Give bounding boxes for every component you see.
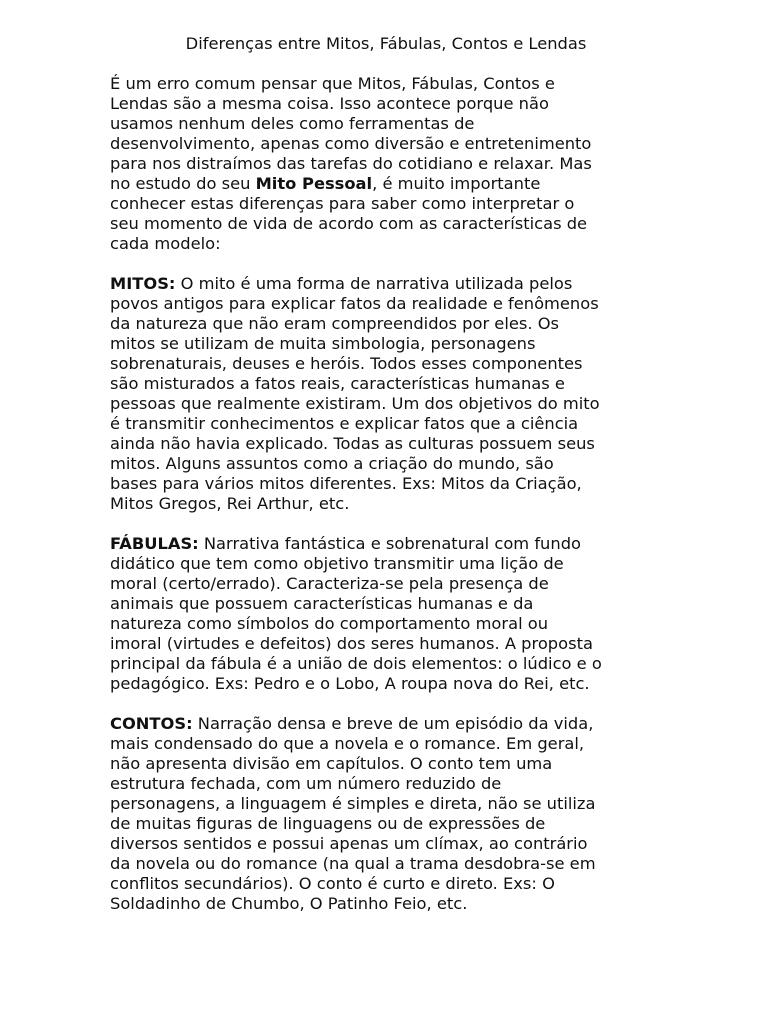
text-segment: mitos. Alguns assuntos como a criação do mundo, são: [110, 454, 554, 473]
text-line: [110, 814, 662, 834]
text-line: [110, 294, 662, 314]
text-segment: usamos nenhum deles como ferramentas de: [110, 114, 475, 133]
text-line: [110, 354, 662, 374]
text-segment: de muitas figuras de linguagens ou de expressões de: [110, 814, 546, 833]
text-segment: Mitos Gregos, Rei Arthur, etc.: [110, 494, 350, 513]
text-line: [110, 534, 662, 554]
text-segment: diversos sentidos e possui apenas um clímax, ao contrário: [110, 834, 588, 853]
bold-text: MITOS:: [110, 274, 176, 293]
bold-text: Mito Pessoal: [255, 174, 373, 193]
text-line: [110, 194, 662, 214]
text-line: [110, 894, 662, 914]
text-line: [110, 334, 662, 354]
text-segment: desenvolvimento, apenas como diversão e entretenimento: [110, 134, 592, 153]
text-segment: é transmitir conhecimentos e explicar fatos que a ciência: [110, 414, 579, 433]
text-segment: sobrenaturais, deuses e heróis. Todos esses componentes: [110, 354, 583, 373]
text-line: [110, 574, 662, 594]
text-segment: É um erro comum pensar que Mitos, Fábulas, Contos e: [110, 74, 555, 93]
text-line: [110, 434, 662, 454]
bold-text: FÁBULAS:: [110, 534, 199, 553]
text-line: [110, 494, 662, 514]
text-line: [110, 214, 662, 234]
text-line: [110, 674, 662, 694]
text-line: [110, 394, 662, 414]
text-segment: O mito é uma forma de narrativa utilizada pelos: [175, 274, 573, 293]
document-title: Diferenças entre Mitos, Fábulas, Contos e Lendas: [185, 34, 587, 53]
text-line: [110, 874, 662, 894]
text-line: [110, 614, 662, 634]
text-segment: mais condensado do que a novela e o romance. Em geral,: [110, 734, 585, 753]
text-segment: imoral (virtudes e defeitos) dos seres humanos. A proposta: [110, 634, 593, 653]
text-line: [110, 474, 662, 494]
text-line: [110, 734, 662, 754]
text-segment: não apresenta divisão em capítulos. O conto tem uma: [110, 754, 553, 773]
text-segment: conhecer estas diferenças para saber como interpretar o: [110, 194, 575, 213]
text-line: [110, 794, 662, 814]
text-line: [110, 154, 662, 174]
paragraph-mitos: [110, 274, 662, 514]
text-line: [110, 274, 662, 294]
paragraph-contos: [110, 714, 662, 914]
text-segment: povos antigos para explicar fatos da realidade e fenômenos: [110, 294, 599, 313]
text-segment: pedagógico. Exs: Pedro e o Lobo, A roupa nova do Rei, etc.: [110, 674, 590, 693]
text-line: [110, 414, 662, 434]
text-line: [110, 634, 662, 654]
bold-text: CONTOS:: [110, 714, 193, 733]
text-segment: são misturados a fatos reais, características humanas e: [110, 374, 565, 393]
text-line: [110, 554, 662, 574]
text-segment: bases para vários mitos diferentes. Exs: Mitos da Criação,: [110, 474, 582, 493]
text-segment: no estudo do seu: [110, 174, 256, 193]
text-line: [110, 654, 662, 674]
text-line: [110, 374, 662, 394]
text-line: [110, 114, 662, 134]
text-segment: seu momento de vida de acordo com as características de: [110, 214, 588, 233]
text-segment: Narrativa fantástica e sobrenatural com fundo: [198, 534, 581, 553]
text-segment: natureza como símbolos do comportamento moral ou: [110, 614, 549, 633]
text-line: [110, 134, 662, 154]
text-line: [110, 314, 662, 334]
text-segment: estrutura fechada, com um número reduzido de: [110, 774, 502, 793]
text-segment: Lendas são a mesma coisa. Isso acontece porque não: [110, 94, 549, 113]
text-segment: da novela ou do romance (na qual a trama desdobra-se em: [110, 854, 596, 873]
text-line: [110, 174, 662, 194]
text-line: [110, 594, 662, 614]
text-segment: animais que possuem características humanas e da: [110, 594, 534, 613]
text-segment: didático que tem como objetivo transmitir uma lição de: [110, 554, 564, 573]
paragraph-fabulas: [110, 534, 662, 694]
text-segment: mitos se utilizam de muita simbologia, personagens: [110, 334, 536, 353]
text-line: [110, 74, 662, 94]
text-segment: Narração densa e breve de um episódio da vida,: [192, 714, 594, 733]
text-segment: moral (certo/errado). Caracteriza-se pela presença de: [110, 574, 549, 593]
text-line: [110, 454, 662, 474]
text-segment: da natureza que não eram compreendidos por eles. Os: [110, 314, 559, 333]
text-segment: , é muito importante: [372, 174, 541, 193]
text-segment: para nos distraímos das tarefas do cotidiano e relaxar. Mas: [110, 154, 592, 173]
text-line: [110, 834, 662, 854]
text-line: [110, 714, 662, 734]
text-line: [110, 774, 662, 794]
document-page: [110, 34, 662, 934]
text-segment: ainda não havia explicado. Todas as culturas possuem seus: [110, 434, 595, 453]
document-body: [110, 74, 662, 914]
text-segment: conflitos secundários). O conto é curto e direto. Exs: O: [110, 874, 555, 893]
paragraph-intro: [110, 74, 662, 254]
text-segment: Soldadinho de Chumbo, O Patinho Feio, etc.: [110, 894, 468, 913]
text-line: [110, 234, 662, 254]
text-line: [110, 94, 662, 114]
text-segment: pessoas que realmente existiram. Um dos objetivos do mito: [110, 394, 600, 413]
text-segment: cada modelo:: [110, 234, 221, 253]
text-line: [110, 754, 662, 774]
text-segment: personagens, a linguagem é simples e direta, não se utiliza: [110, 794, 596, 813]
text-line: [110, 854, 662, 874]
text-segment: principal da fábula é a união de dois elementos: o lúdico e o: [110, 654, 602, 673]
